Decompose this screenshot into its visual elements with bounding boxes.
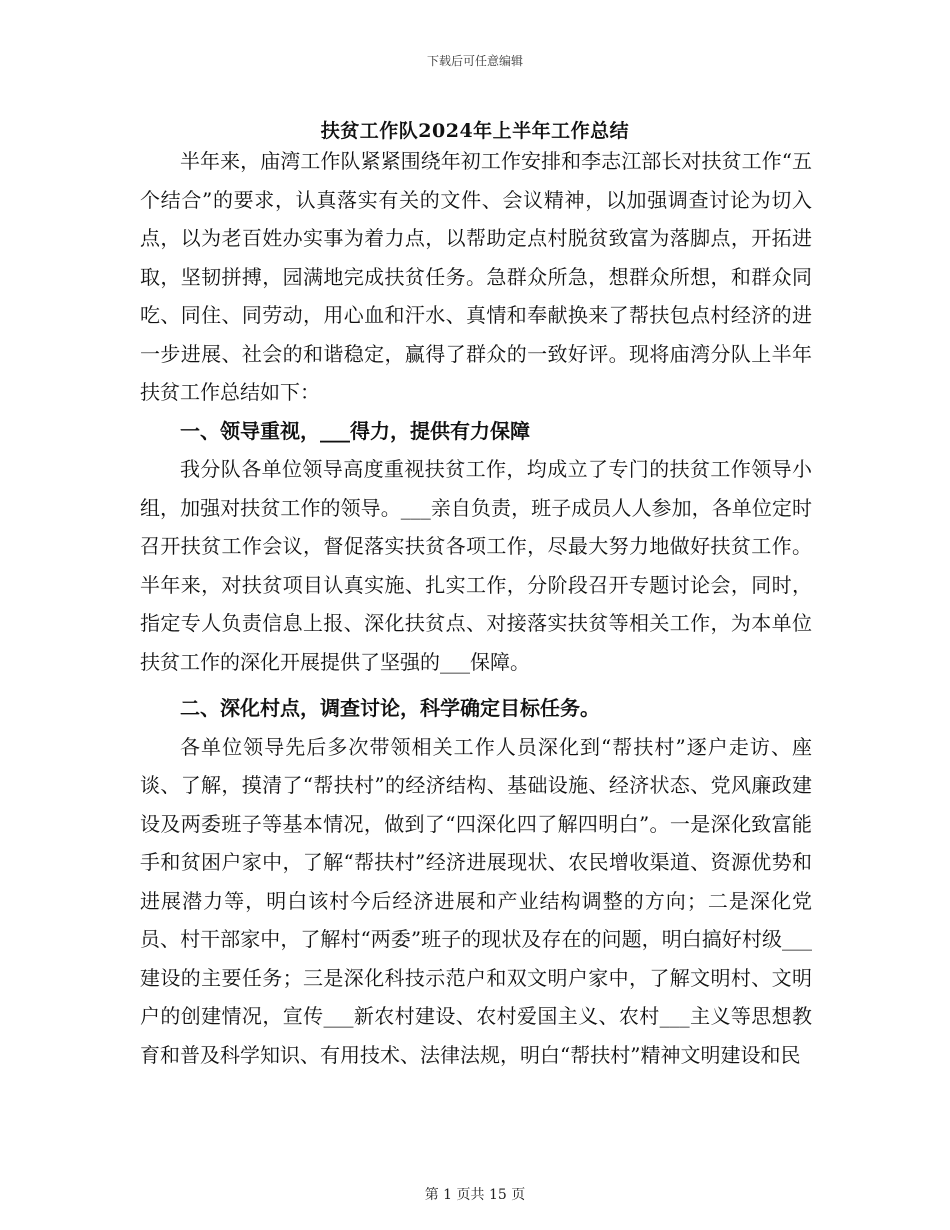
- page-footer: [0, 1184, 950, 1204]
- footer-middle: 页共: [456, 1187, 485, 1203]
- section-heading-2: 二、深化村点，调查讨论，科学确定目标任务。: [180, 696, 600, 720]
- section-2-paragraph: 各单位领导先后多次带领相关工作人员深化到“帮扶村”逐户走访、座谈、了解，摸清了“帮扶村”的经济结构、基础设施、经济状态、党风廉政建设及两委班子等基本情况，做到了“四深化四了解四明白”。一是深化致富能手和贫困户家中，了解“帮扶村”经济进展现状、农民增收渠道、资源优势和进展潜力等，明白该村今后经济进展和产业结构调整的方向；二是深化党员、村干部家中，了解村“两委”班子的现状及存在的问题，明白搞好村级___建设的主要任务；三是深化科技示范户和双文明户家中，了解文明村、文明户的创建情况，宣传___新农村建设、农村爱国主义、农村___主义等思想教育和普及科学知识、有用技术、法律法规，明白“帮扶村”精神文明建设和民: [140, 734, 812, 1067]
- footer-prefix: 第: [424, 1187, 439, 1203]
- section-heading-1: 一、领导重视，___得力，提供有力保障: [180, 418, 530, 443]
- document-title: 扶贫工作队2024年上半年工作总结: [320, 120, 630, 142]
- document-body: [140, 142, 812, 1074]
- section-1-paragraph: 我分队各单位领导高度重视扶贫工作，均成立了专门的扶贫工作领导小组，加强对扶贫工作的领导。___亲自负责，班子成员人人参加，各单位定时召开扶贫工作会议，督促落实扶贫各项工作，尽最大努力地做好扶贫工作。半年来，对扶贫项目认真实施、扎实工作，分阶段召开专题讨论会，同时，指定专人负责信息上报、深化扶贫点、对接落实扶贫等相关工作，为本单位扶贫工作的深化开展提供了坚强的___保障。: [140, 457, 812, 674]
- intro-paragraph: 半年来，庙湾工作队紧紧围绕年初工作安排和李志江部长对扶贫工作“五个结合”的要求，认真落实有关的文件、会议精神，以加强调查讨论为切入点，以为老百姓办实事为着力点，以帮助定点村脱贫致富为落脚点，开拓进取，坚韧拼搏，园满地完成扶贫任务。急群众所急，想群众所想，和群众同吃、同住、同劳动，用心血和汗水、真情和奉献换来了帮扶包点村经济的进一步进展、社会的和谐稳定，赢得了群众的一致好评。现将庙湾分队上半年扶贫工作总结如下：: [140, 149, 812, 404]
- header-note: 下载后可任意编辑: [426, 54, 523, 68]
- footer-total-pages: 15: [489, 1187, 507, 1203]
- footer-suffix: 页: [511, 1187, 526, 1203]
- footer-page-number: 1: [443, 1187, 453, 1203]
